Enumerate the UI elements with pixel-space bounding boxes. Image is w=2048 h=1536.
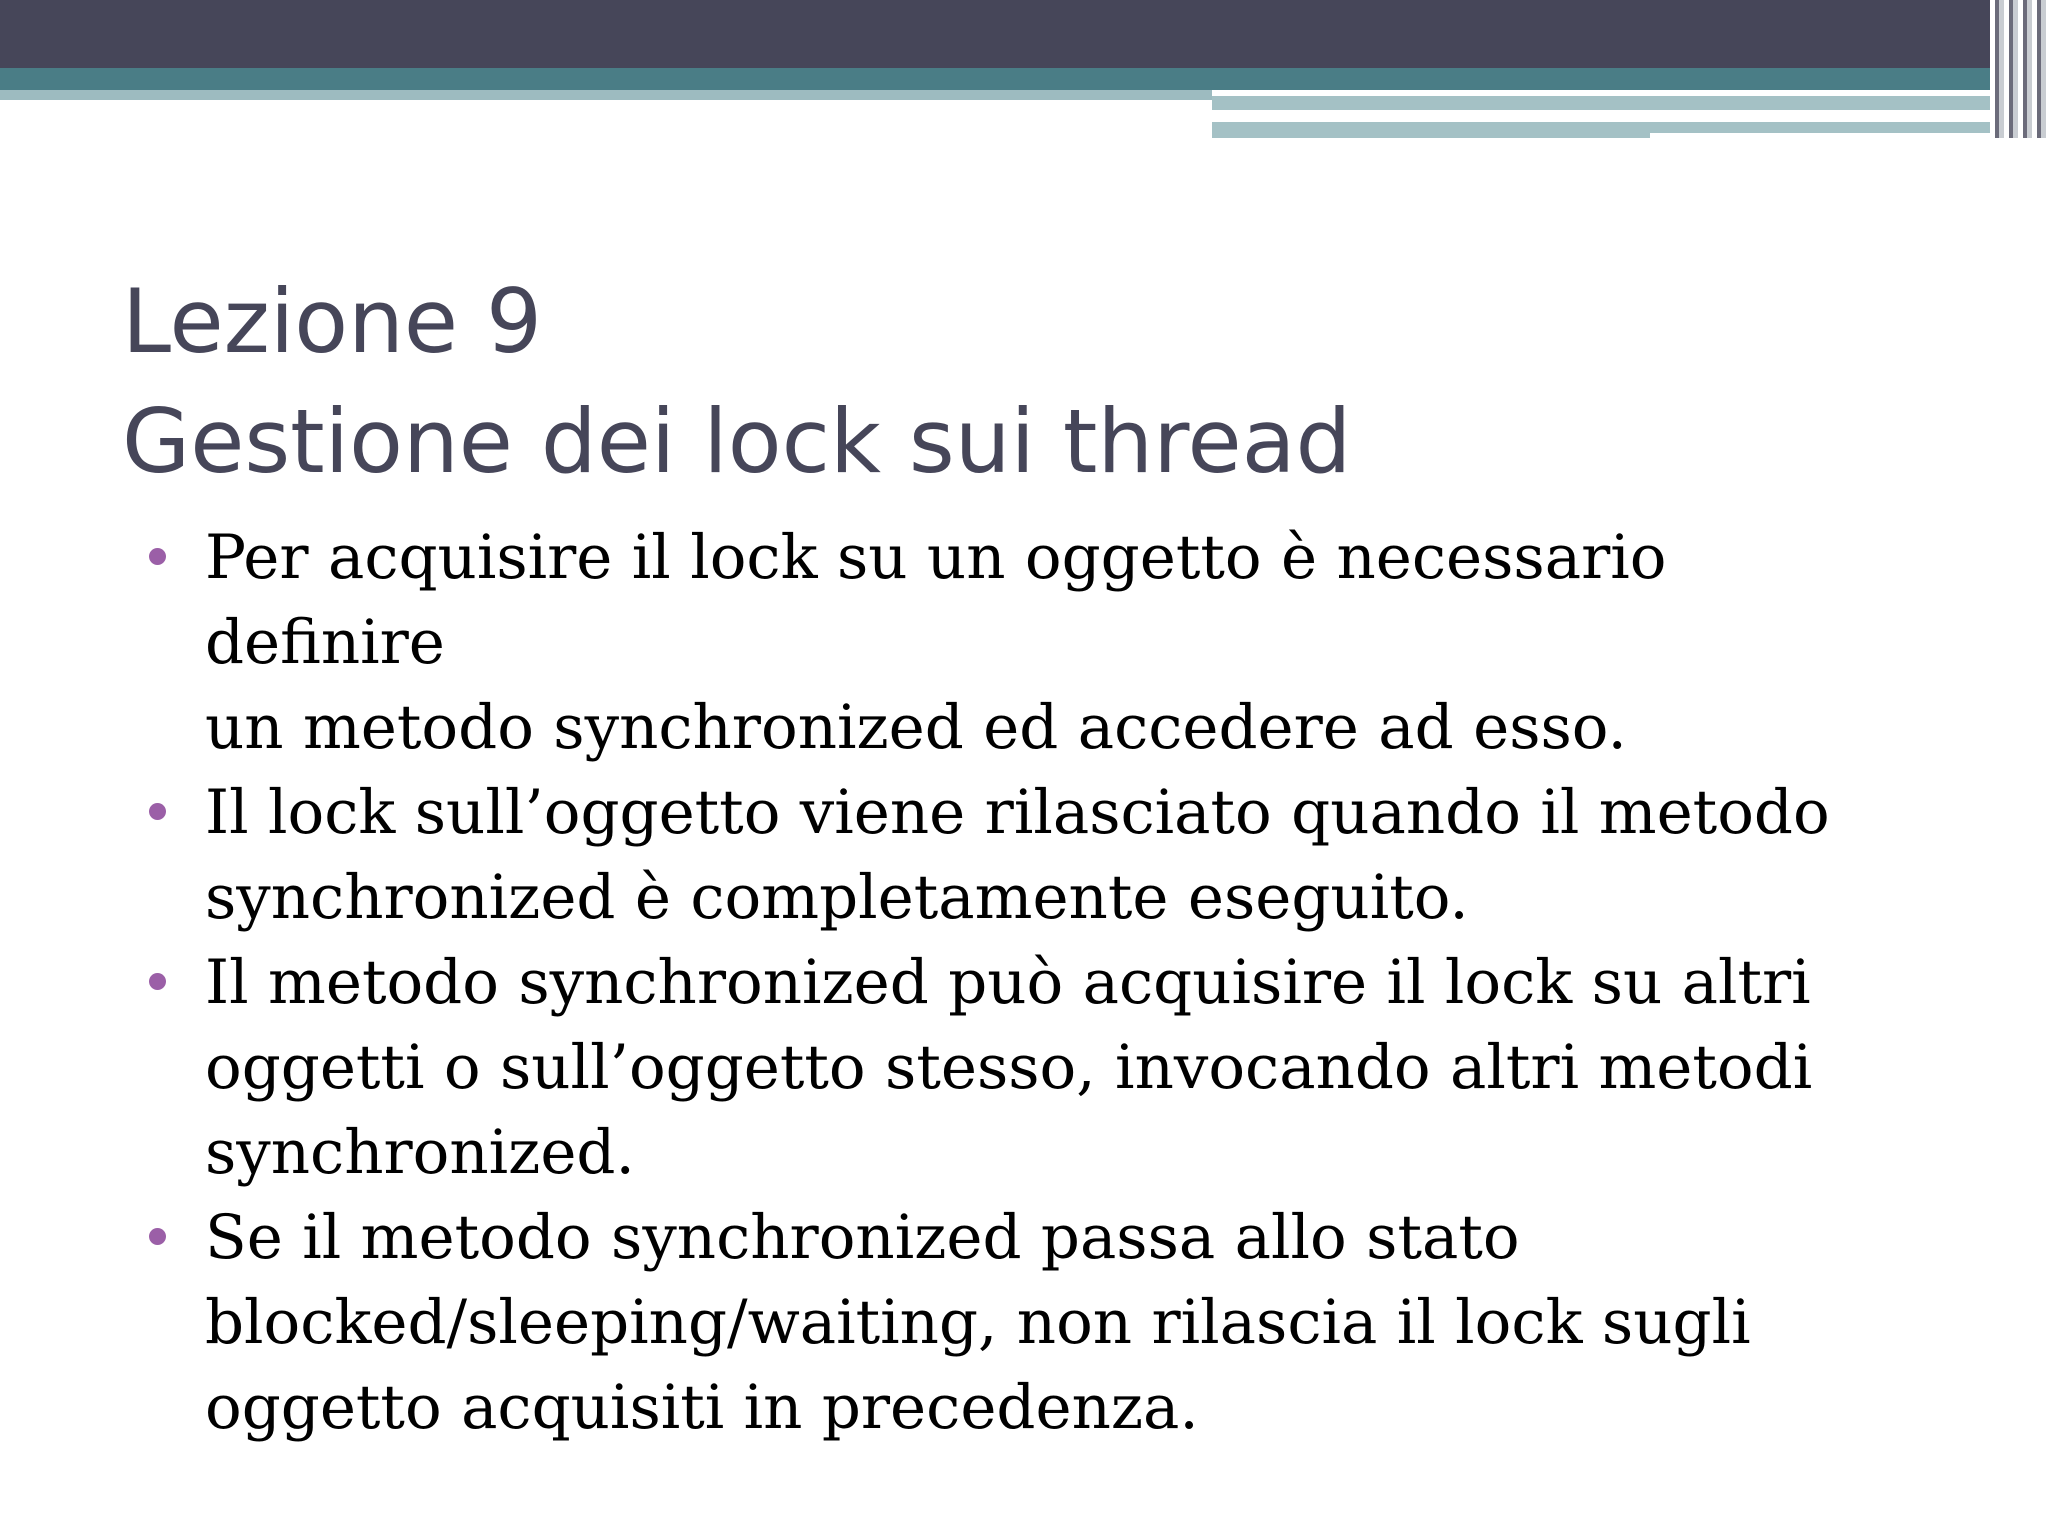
bullet-list [205, 515, 1885, 1450]
bullet-line: Per acquisire il lock su un oggetto è necessario definire [205, 522, 1667, 678]
bullet-item-3 [205, 940, 1885, 1195]
header-bar-dark [0, 0, 1990, 68]
header-accent-line-short [1650, 133, 1990, 138]
bullet-line: Se il metodo synchronized passa allo stato [205, 1202, 1520, 1273]
bullet-line: oggetto acquisiti in precedenza. [205, 1372, 1199, 1443]
bullet-line: un metodo synchronized ed accedere ad esso. [205, 692, 1627, 763]
header-edge-stripes [1990, 0, 2048, 138]
bullet-line: blocked/sleeping/waiting, non rilascia il lock sugli [205, 1287, 1751, 1358]
bullet-line: oggetti o sull’oggetto stesso, invocando altri metodi [205, 1032, 1813, 1103]
header-accent-line [1212, 110, 1896, 116]
slide-title [122, 262, 1351, 502]
bullet-item-2 [205, 770, 1885, 940]
header-bar-light-right [1212, 96, 1990, 110]
bullet-dot-icon [149, 803, 166, 820]
header-bar-teal [0, 68, 1990, 90]
bullet-line: synchronized. [205, 1117, 635, 1188]
bullet-dot-icon [149, 973, 166, 990]
bullet-dot-icon [149, 548, 166, 565]
header-bar-light-left [0, 90, 1212, 100]
bullet-item-1 [205, 515, 1885, 770]
slide-title-line-2: Gestione dei lock sui thread [122, 390, 1352, 493]
bullet-line: synchronized è completamente eseguito. [205, 862, 1469, 933]
bullet-line: Il metodo synchronized può acquisire il lock su altri [205, 947, 1811, 1018]
slide-title-line-1: Lezione 9 [122, 270, 542, 373]
bullet-line: Il lock sull’oggetto viene rilasciato quando il metodo [205, 777, 1830, 848]
bullet-dot-icon [149, 1228, 166, 1245]
bullet-item-4 [205, 1195, 1885, 1450]
